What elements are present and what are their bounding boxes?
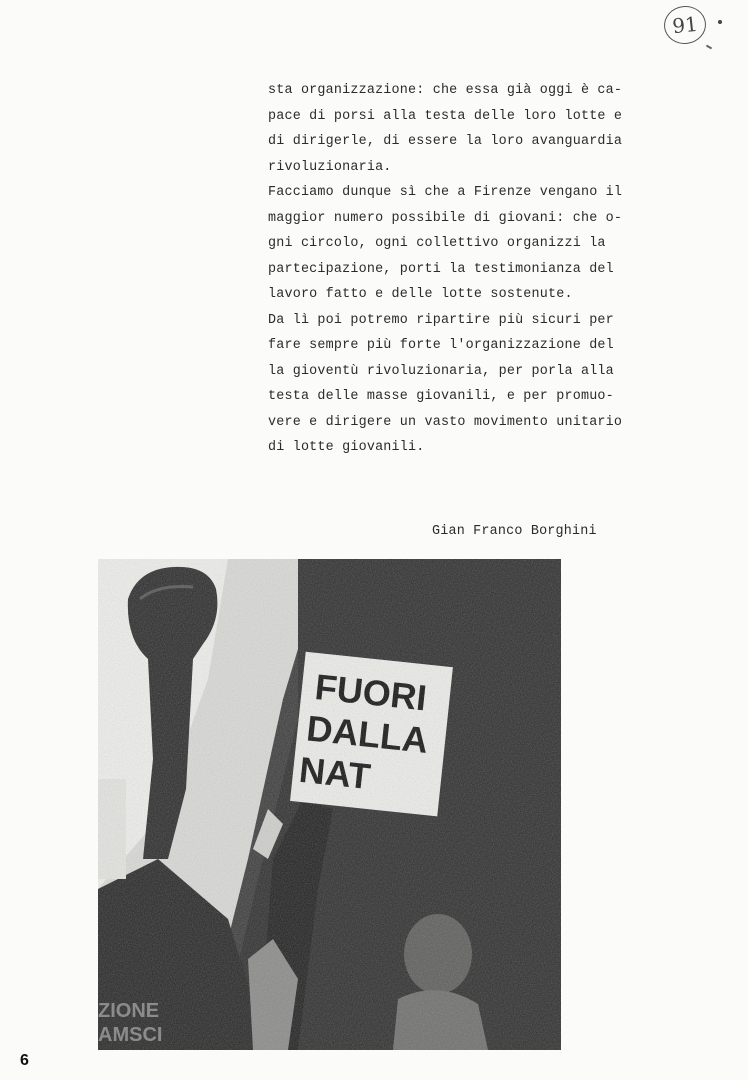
text-line: di lotte giovanili. (268, 440, 425, 455)
typed-body-text (268, 78, 648, 461)
protest-photo-image (98, 559, 561, 1050)
text-line: pace di porsi alla testa delle loro lotte e (268, 108, 623, 124)
text-line: Da lì poi potremo ripartire più sicuri per (268, 312, 614, 328)
text-line: testa delle masse giovanili, e per promuo- (268, 389, 614, 404)
page-folio-number: 6 (20, 1052, 29, 1069)
text-line: la gioventù rivoluzionaria, per porla alla (268, 363, 614, 379)
watermark-line: ZIONE (98, 1000, 160, 1022)
pen-mark-dot (718, 20, 722, 24)
circled-page-number-text: 91 (671, 11, 699, 39)
text-line: di dirigerle, di essere la loro avanguardia (268, 134, 623, 149)
pen-mark-tick (706, 45, 712, 50)
text-line: vere e dirigere un vasto movimento unitario (268, 414, 623, 430)
text-line: fare sempre più forte l'organizzazione del (268, 338, 614, 353)
protest-photo (98, 559, 561, 1050)
text-line: maggior numero possibile di giovani: che o- (268, 210, 623, 226)
watermark-line: AMSCI (98, 1024, 163, 1046)
text-line: partecipazione, porti la testimonianza del (268, 261, 614, 277)
text-line: Facciamo dunque sì che a Firenze vengano il (268, 185, 623, 200)
text-line: gni circolo, ogni collettivo organizzi la (268, 236, 606, 251)
text-line: lavoro fatto e delle lotte sostenute. (268, 287, 573, 302)
text-line: sta organizzazione: che essa già oggi è ca- (268, 83, 623, 98)
author-signature: Gian Franco Borghini (432, 524, 597, 539)
circled-page-number (662, 4, 708, 46)
text-line: rivoluzionaria. (268, 159, 392, 175)
